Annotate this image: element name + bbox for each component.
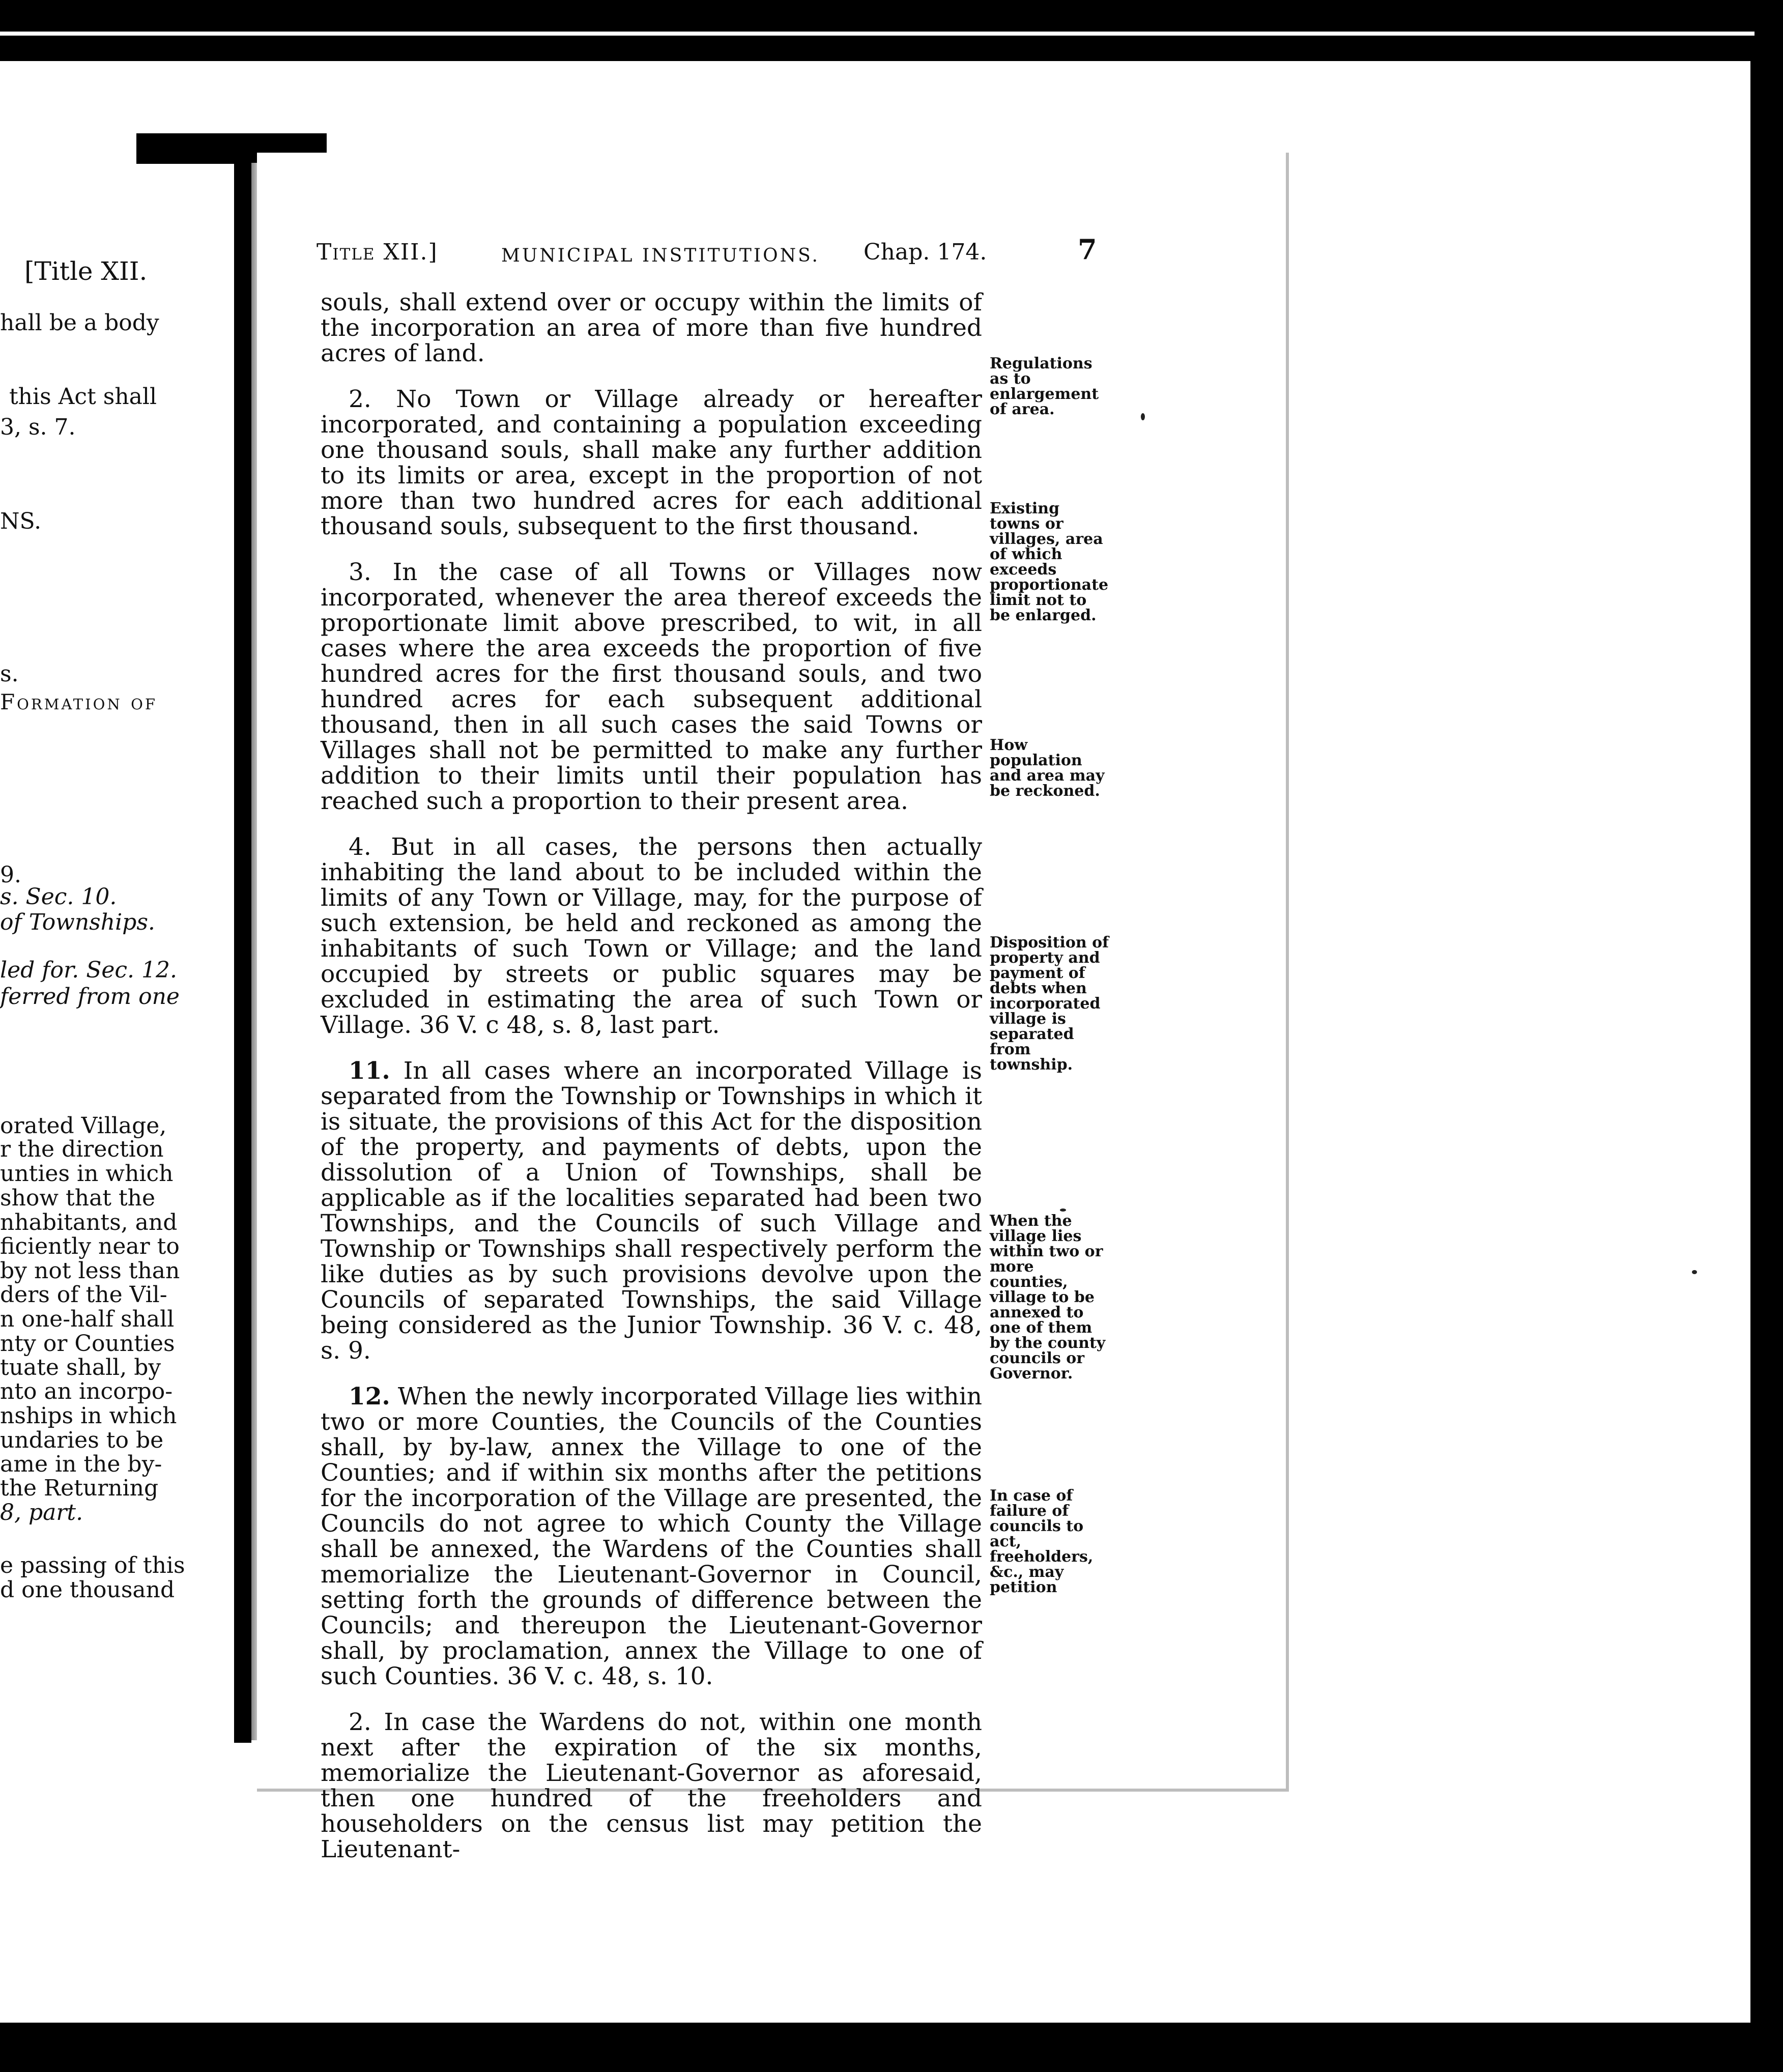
left-line-15: unties in which: [0, 1161, 174, 1187]
scan-speck: [1141, 413, 1145, 420]
left-line-23: tuate shall, by: [0, 1355, 161, 1380]
scan-speck: [1692, 1270, 1697, 1274]
left-line-24: nto an incorpo-: [0, 1378, 173, 1404]
left-line-21: n one-half shall: [0, 1306, 175, 1332]
left-line-28: the Returning: [0, 1475, 159, 1501]
header-subject: MUNICIPAL INSTITUTIONS.: [501, 245, 820, 266]
margin-note-enlargement: Regulations as to enlargement of area.: [990, 355, 1099, 418]
section-continuation: souls, shall extend over or occupy within the limits of the incorporation an area of more than five hundred acres of land.: [321, 289, 982, 367]
scan-border-bottom: [0, 2023, 1783, 2072]
left-line-17: nhabitants, and: [0, 1210, 178, 1235]
scan-border-right: [1755, 0, 1783, 2072]
left-line-29: 8, part.: [0, 1500, 83, 1526]
section-12-number: 12.: [349, 1383, 390, 1411]
section-11-number: 11.: [349, 1057, 390, 1085]
left-line-9: s. Sec. 10.: [0, 884, 117, 910]
left-line-8: 9.: [0, 862, 21, 888]
subsection-4-reckoning: 4. But in all cases, the persons then actually inhabiting the land about to be included within the limits of any Town or Village, may, for the purpose of such extension, be held and reckoned as among the inhabitants of such Town or Village; and the land occupied by streets or public squares may be excluded in estimating the area of such Town or Village. 36 V. c 48, s. 8, last part.: [321, 833, 982, 1039]
left-line-27: ame in the by-: [0, 1451, 162, 1477]
section-11: [321, 1058, 982, 1364]
left-line-14: r the direction: [0, 1136, 164, 1162]
left-line-20: ders of the Vil-: [0, 1282, 167, 1308]
left-line-16: show that the: [0, 1185, 156, 1211]
left-line-3: this Act shall: [9, 384, 157, 410]
left-line-5: NS.: [0, 508, 42, 534]
header-title: Title XII.]: [317, 239, 438, 265]
left-line-19: by not less than: [0, 1258, 180, 1284]
section-12: [321, 1384, 982, 1689]
left-line-11: led for. Sec. 12.: [0, 957, 177, 983]
left-line-4: 3, s. 7.: [0, 414, 76, 440]
margin-note-reckoning: How population and area may be reckoned.: [990, 736, 1105, 800]
left-line-25: nships in which: [0, 1403, 177, 1429]
left-line-22: nty or Counties: [0, 1331, 175, 1357]
left-line-6: s.: [0, 661, 19, 687]
left-line-1: [Title XII.: [24, 256, 148, 286]
left-line-10: of Townships.: [0, 909, 155, 935]
scan-border-top-inner: [0, 32, 1783, 61]
header-chapter: Chap. 174.: [864, 239, 987, 265]
margin-note-two-counties: When the village lies within two or more counties, village to be annexed to one of them by the county councils or Governor.: [990, 1212, 1106, 1383]
left-line-31: d one thousand: [0, 1577, 175, 1603]
left-line-26: undaries to be: [0, 1427, 164, 1453]
section-11-text: In all cases where an incorporated Village is separated from the Township or Townships in which it is situate, the provisions of this Act for the disposition of the property, and payments of debts, upon the dissolution of a Union of Townships, shall be applicable as if the localities separated had been two Townships, and the Councils of such Village and Township or Townships shall respectively perform the like duties as by such provisions devolve upon the Councils of separated Townships, the said Village being considered as the Junior Township. 36 V. c. 48, s. 9.: [321, 1057, 982, 1365]
subsection-3-existing-towns: 3. In the case of all Towns or Villages now incorporated, whenever the area thereof exceeds the proportionate limit above prescribed, to wit, in all cases where the area exceeds the proportion of five hundred acres for the first thousand souls, and two hundred acres for each subsequent additional thousand, then in all such cases the said Towns or Villages shall not be permitted to make any further addition to their limits until their population has reached such a proportion to their present area.: [321, 558, 982, 815]
left-line-30: e passing of this: [0, 1552, 185, 1578]
margin-note-existing-towns: Existing towns or villages, area of which exceeds proportionate limit not to be enlarged.: [990, 500, 1109, 624]
scan-border-top: [0, 0, 1783, 32]
margin-note-disposition: Disposition of property and payment of debts when incorporated village is separated from township.: [990, 934, 1109, 1074]
scan-speck: [1060, 1208, 1066, 1212]
margin-note-failure: In case of failure of councils to act, freeholders, &c., may petition: [990, 1487, 1094, 1596]
page-body: [321, 290, 982, 1883]
left-line-7: Formation of: [0, 689, 157, 714]
scan-border-gap: [0, 32, 1783, 36]
left-line-12: ferred from one: [0, 984, 180, 1010]
subsection-12-2: 2. In case the Wardens do not, within one month next after the expiration of the six months, memorialize the Lieutenant-Governor as aforesaid, then one hundred of the freeholders and householders on the census list may petition the Lieutenant-: [321, 1708, 982, 1863]
section-12-text: When the newly incorporated Village lies within two or more Counties, the Councils of the Counties shall, by by-law, annex the Village to one of the Counties; and if within six months after the petitions for the incorporation of the Village are presented, the Councils do not agree to which County the Village shall be annexed, the Wardens of the Counties shall memorialize the Lieutenant-Governor in Council, setting forth the grounds of difference between the Councils; and thereupon the Lieutenant-Governor shall, by proclamation, annex the Village to one of such Counties. 36 V. c. 48, s. 10.: [321, 1383, 982, 1690]
scan-border-right-inner: [1750, 61, 1757, 2023]
page-number: 7: [1078, 233, 1097, 266]
left-line-18: ficiently near to: [0, 1233, 180, 1259]
book-spine: [234, 153, 251, 1743]
left-line-13: orated Village,: [0, 1113, 167, 1139]
left-line-2: hall be a body: [0, 310, 159, 336]
subsection-2-area-limit: 2. No Town or Village already or hereafter incorporated, and containing a population exceeding one thousand souls, shall make any further addition to its limits or area, except in the proportion of not more than two hundred acres for each additional thousand souls, subsequent to the first thousand.: [321, 385, 982, 540]
